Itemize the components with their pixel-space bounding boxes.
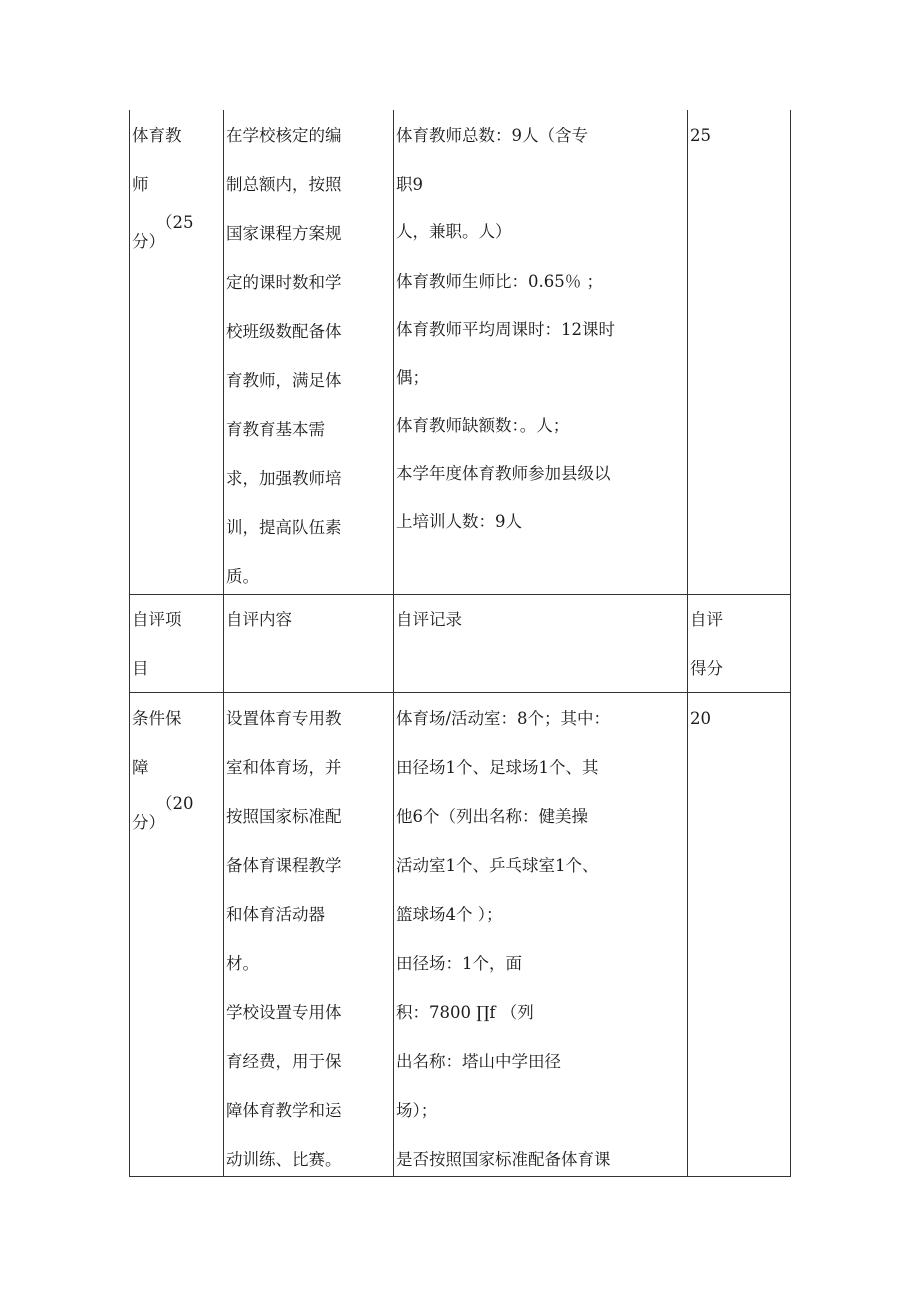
score-note-line: （25 — [156, 213, 194, 232]
content-line: 和体育活动器 — [226, 905, 325, 924]
facilities-record-cell — [396, 694, 611, 1184]
facilities-item-cell — [132, 694, 182, 792]
record-line: 人，兼职。人） — [396, 222, 512, 241]
record-line: 体育教师生师比：0.65％ ； — [396, 272, 603, 291]
record-line: 场）； — [396, 1101, 438, 1120]
pe-teacher-item-cell — [132, 111, 182, 209]
content-line: 备体育课程教学 — [226, 856, 342, 875]
content-line: 按照国家标准配 — [226, 807, 342, 826]
header-score-line: 自评 — [690, 610, 723, 629]
item-line: 体育教 — [132, 126, 182, 145]
score-note-line: （20 — [156, 794, 194, 813]
table-border-left — [129, 110, 130, 1177]
item-line: 师 — [132, 175, 149, 194]
record-line: 偶； — [396, 368, 429, 387]
content-line: 障体育教学和运 — [226, 1101, 342, 1120]
content-line: 训，提高队伍素 — [226, 518, 342, 537]
content-line: 育教育基本需 — [226, 420, 325, 439]
content-line: 国家课程方案规 — [226, 224, 342, 243]
content-line: 定的课时数和学 — [226, 273, 342, 292]
pe-teacher-score-note — [132, 213, 194, 251]
header-content: 自评内容 — [226, 610, 292, 629]
content-line: 设置体育专用教 — [226, 709, 342, 728]
record-line: 他6个（列出名称：健美操 — [396, 807, 588, 826]
table-border-col1 — [223, 110, 224, 1177]
content-line: 校班级数配备体 — [226, 322, 342, 341]
record-line: 职9 — [396, 175, 423, 194]
pe-teacher-score: 25 — [690, 126, 711, 145]
table-border-col2 — [393, 110, 394, 1177]
content-line: 育经费，用于保 — [226, 1052, 342, 1071]
content-line: 在学校核定的编 — [226, 126, 342, 145]
record-line: 积：7800 ∏f （列 — [396, 1003, 534, 1022]
header-score-cell — [690, 595, 723, 693]
header-item-line: 目 — [132, 659, 149, 678]
header-score-line: 得分 — [690, 659, 723, 678]
record-line: 活动室1个、乒乓球室1个、 — [396, 856, 599, 875]
score-note-line: 分） — [132, 232, 165, 251]
record-line: 本学年度体育教师参加县级以 — [396, 464, 611, 483]
item-line: 障 — [132, 758, 149, 777]
content-line: 材。 — [226, 954, 259, 973]
record-line: 上培训人数：9人 — [396, 512, 522, 531]
content-line: 室和体育场，并 — [226, 758, 342, 777]
content-line: 质。 — [226, 567, 259, 586]
record-line: 体育教师缺额数：。人； — [396, 416, 570, 435]
record-line: 体育场/活动室：8个；其中： — [396, 709, 611, 728]
content-line: 动训练、比赛。 — [226, 1150, 342, 1169]
score-note-line: 分） — [132, 813, 165, 832]
table-border-col3 — [687, 110, 688, 1177]
header-item-cell — [132, 595, 182, 693]
content-line: 育教师，满足体 — [226, 371, 342, 390]
record-line: 田径场1个、足球场1个、其 — [396, 758, 599, 777]
table-border-right — [790, 110, 791, 1177]
pe-teacher-content-cell — [226, 111, 342, 601]
record-line: 体育教师总数：9人（含专 — [396, 126, 588, 145]
record-line: 出名称：塔山中学田径 — [396, 1052, 561, 1071]
record-line: 体育教师平均周课时：12课时 — [396, 320, 615, 339]
content-line: 学校设置专用体 — [226, 1003, 342, 1022]
facilities-content-cell — [226, 694, 342, 1184]
facilities-score: 20 — [690, 709, 711, 728]
content-line: 求，加强教师培 — [226, 469, 342, 488]
header-record: 自评记录 — [396, 610, 462, 629]
content-line: 制总额内，按照 — [226, 175, 342, 194]
header-item-line: 自评项 — [132, 610, 182, 629]
facilities-score-note — [132, 794, 194, 832]
item-line: 条件保 — [132, 709, 182, 728]
record-line: 是否按照国家标准配备体育课 — [396, 1150, 611, 1169]
record-line: 篮球场4个 ）； — [396, 905, 503, 924]
record-line: 田径场：1个，面 — [396, 954, 522, 973]
